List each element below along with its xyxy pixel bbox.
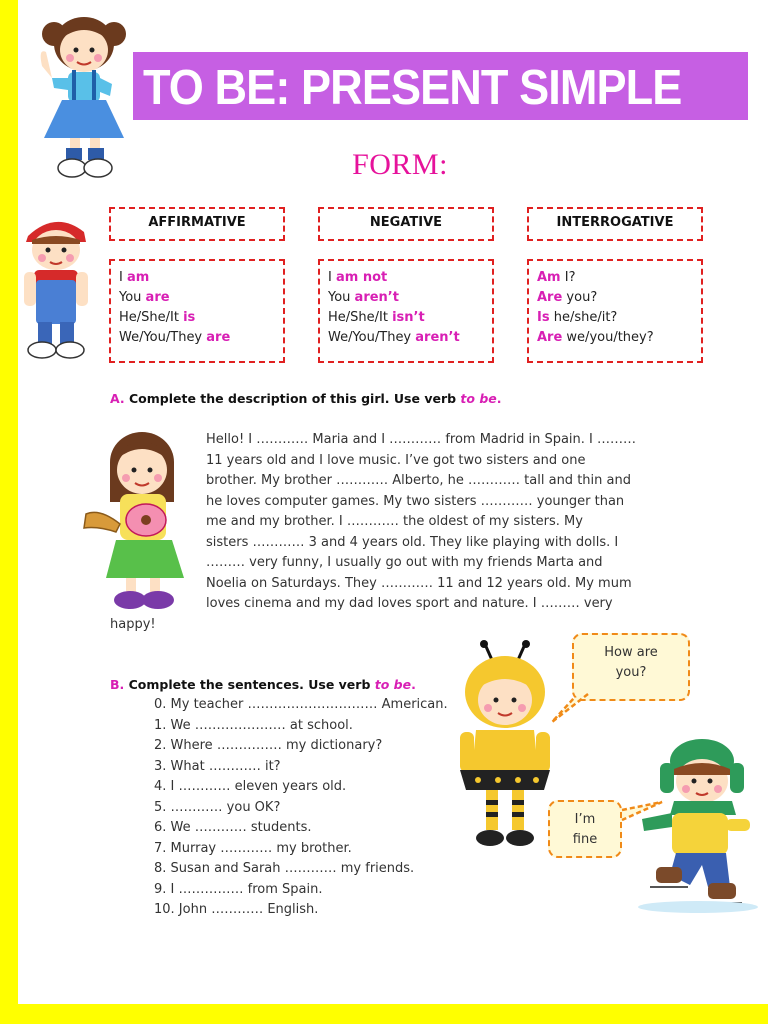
sentence-item: 6. We ………… students. bbox=[154, 820, 312, 835]
affirmative-box bbox=[109, 259, 285, 363]
waving-girl-illustration bbox=[32, 8, 136, 184]
boy-with-cap-illustration bbox=[20, 210, 92, 362]
sentence-item: 4. I ………… eleven years old. bbox=[154, 779, 347, 794]
interrogative-box bbox=[527, 259, 703, 363]
interrogative-header: INTERROGATIVE bbox=[527, 207, 703, 241]
negative-box bbox=[318, 259, 494, 363]
conjugation-line: You aren’t bbox=[328, 290, 399, 305]
conjugation-line: Am I? bbox=[537, 270, 576, 285]
paragraph-line: loves cinema and my dad loves sport and nature. I ……… very bbox=[206, 596, 613, 611]
paragraph-line: Hello! I ………… Maria and I ………… from Madrid in Spain. I ……… bbox=[206, 432, 637, 447]
page-border-left bbox=[0, 0, 18, 1024]
conjugation-line: Are we/you/they? bbox=[537, 330, 654, 345]
sentence-item: 10. John ………… English. bbox=[154, 902, 319, 917]
sentence-item: 5. ………… you OK? bbox=[154, 799, 281, 815]
sentence-item: 3. What ………… it? bbox=[154, 758, 281, 774]
sentence-item: 2. Where …………… my dictionary? bbox=[154, 738, 383, 753]
conjugation-line: He/She/It isn’t bbox=[328, 310, 425, 325]
ice-skating-boy-illustration bbox=[630, 735, 760, 915]
paragraph-line: ……… very funny, I usually go out with my friends Marta and bbox=[206, 555, 603, 570]
conjugation-line: You are bbox=[119, 290, 170, 305]
paragraph-line: brother. My brother ………… Alberto, he ………… tall and thin and bbox=[206, 473, 631, 488]
paragraph-line: me and my brother. I ………… the oldest of my sisters. My bbox=[206, 514, 583, 529]
paragraph-line: sisters ………… 3 and 4 years old. They like playing with dolls. I bbox=[206, 534, 619, 550]
conjugation-line: We/You/They aren’t bbox=[328, 330, 460, 345]
negative-header: NEGATIVE bbox=[318, 207, 494, 241]
section-b-instruction: B. Complete the sentences. Use verb to be. bbox=[110, 677, 416, 692]
bee-costume-girl-illustration bbox=[450, 640, 560, 855]
page-border-bottom bbox=[0, 1004, 768, 1024]
paragraph-line: happy! bbox=[110, 616, 156, 632]
sentence-item: 9. I …………… from Spain. bbox=[154, 881, 323, 897]
paragraph-line: Noelia on Saturdays. They ………… 11 and 12 years old. My mum bbox=[206, 575, 632, 591]
section-a-instruction: A. Complete the description of this girl. Use verb to be. bbox=[110, 391, 502, 406]
paragraph-line: he loves computer games. My two sisters ………… younger than bbox=[206, 493, 625, 509]
sentence-item: 7. Murray ………… my brother. bbox=[154, 840, 352, 856]
paragraph-line: 11 years old and I love music. I’ve got two sisters and one bbox=[206, 452, 586, 468]
sentence-item: 0. My teacher ………………………… American. bbox=[154, 697, 448, 712]
page-title: TO BE: PRESENT SIMPLE bbox=[143, 61, 682, 115]
affirmative-header: AFFIRMATIVE bbox=[109, 207, 285, 241]
conjugation-line: Is he/she/it? bbox=[537, 310, 618, 325]
conjugation-line: We/You/They are bbox=[119, 330, 231, 345]
sentence-item: 1. We ………………… at school. bbox=[154, 717, 353, 733]
conjugation-line: Are you? bbox=[537, 290, 598, 305]
bubble-tail-question bbox=[548, 690, 608, 726]
conjugation-line: I am not bbox=[328, 270, 388, 285]
speech-bubble-answer: I’m fine bbox=[548, 800, 622, 858]
speech-bubble-question: How are you? bbox=[572, 633, 690, 701]
sentence-item: 8. Susan and Sarah ………… my friends. bbox=[154, 861, 415, 876]
description-paragraph bbox=[110, 430, 655, 635]
form-heading: FORM: bbox=[352, 148, 448, 181]
conjugation-line: I am bbox=[119, 270, 150, 285]
conjugation-line: He/She/It is bbox=[119, 310, 196, 325]
sentence-list bbox=[154, 695, 454, 921]
